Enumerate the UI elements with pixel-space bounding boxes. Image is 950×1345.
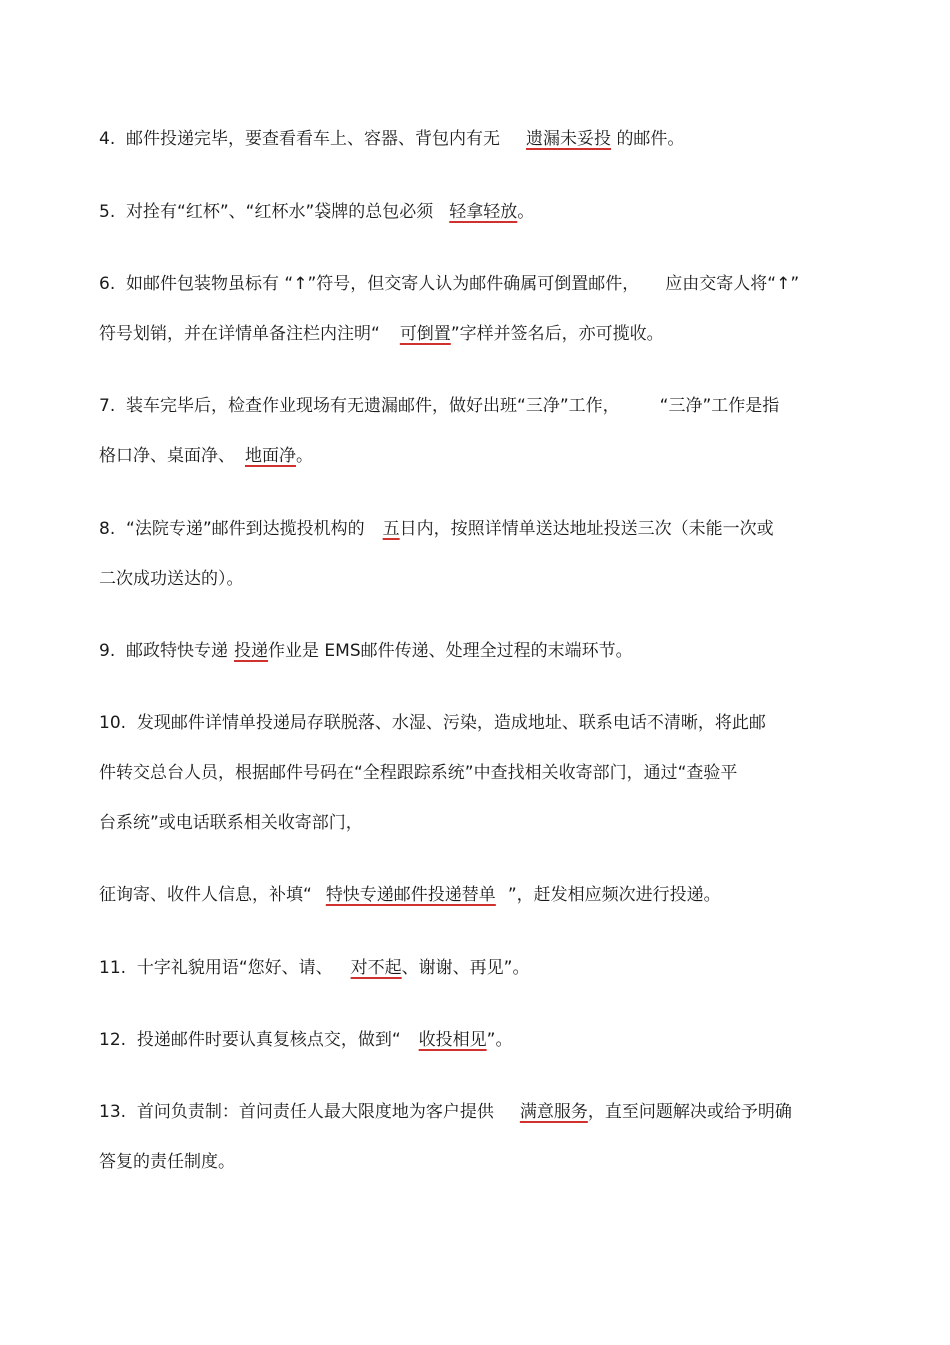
q6-text-2b: ”字样并签名后，亦可揽收。 (450, 324, 664, 344)
q6-text-1a: 6. 如邮件包装物虽标有 “↑”符号，但交寄人认为邮件确属可倒置邮件， (99, 274, 640, 294)
q11-text-a: 11. 十字礼貌用语“您好、请、 (99, 958, 333, 978)
q9-answer: 投递 (234, 641, 269, 661)
q12-text-a: 12. 投递邮件时要认真复核点交，做到“ (99, 1030, 401, 1050)
question-10-line-2 (99, 762, 737, 784)
question-4 (99, 128, 684, 150)
q13-text-1b: ，直至问题解决或给予明确 (587, 1102, 792, 1122)
q7-text-1b: “三净”工作是指 (659, 396, 780, 416)
question-7-line-2 (99, 445, 313, 467)
q6-answer: 可倒置 (399, 324, 451, 344)
q12-text-b: ”。 (486, 1030, 513, 1050)
q5-text-a: 5. 对拴有“红杯”、“红杯水”袋牌的总包必须 (99, 202, 434, 222)
question-10-line-1 (99, 712, 766, 734)
question-13-line-1 (99, 1101, 792, 1123)
q9-text-b: 作业是 EMS邮件传递、处理全过程的末端环节。 (268, 641, 633, 661)
q11-answer: 对不起 (350, 958, 402, 978)
q7-answer: 地面净 (245, 446, 296, 466)
question-10-line-4 (99, 884, 721, 906)
q8-text-1a: 8. “法院专递”邮件到达揽投机构的 (99, 519, 365, 539)
q4-text-a: 4. 邮件投递完毕，要查看看车上、容器、背包内有无 (99, 129, 501, 149)
q9-text-a: 9. 邮政特快专递 (99, 641, 229, 661)
question-7-line-1 (99, 395, 779, 417)
q8-answer: 五 (382, 519, 400, 539)
q10-text-4b: ”，赶发相应频次进行投递。 (507, 885, 721, 905)
question-11 (99, 957, 529, 979)
q10-text-4a: 征询寄、收件人信息，补填“ (99, 885, 312, 905)
question-8-line-1 (99, 518, 774, 540)
question-13-line-2 (99, 1151, 235, 1173)
q8-text-2: 二次成功送达的）。 (99, 569, 244, 589)
q10-answer: 特快专递邮件投递替单 (325, 885, 496, 905)
q7-text-1a: 7. 装车完毕后，检查作业现场有无遗漏邮件，做好出班“三净”工作， (99, 396, 620, 416)
question-12 (99, 1029, 512, 1051)
q6-text-1b: 应由交寄人将“↑” (665, 274, 800, 294)
q11-text-b: 、谢谢、再见”。 (401, 958, 530, 978)
question-6-line-1 (99, 273, 799, 295)
q6-text-2a: 符号划销，并在详情单备注栏内注明“ (99, 324, 380, 344)
q10-text-2: 件转交总台人员，根据邮件号码在“全程跟踪系统”中查找相关收寄部门，通过“查验平 (99, 763, 738, 783)
question-8-line-2 (99, 568, 244, 590)
question-10-line-3 (99, 812, 363, 834)
q13-text-2: 答复的责任制度。 (99, 1152, 235, 1172)
q4-answer: 遗漏未妥投 (526, 129, 612, 149)
q4-text-b: 的邮件。 (616, 129, 685, 149)
question-6-line-2 (99, 323, 664, 345)
q5-text-b: 。 (517, 202, 535, 222)
q12-answer: 收投相见 (418, 1030, 487, 1050)
q5-answer: 轻拿轻放 (449, 202, 518, 222)
q7-text-2b: 。 (296, 446, 313, 466)
q13-text-1a: 13. 首问负责制：首问责任人最大限度地为客户提供 (99, 1102, 494, 1122)
question-5 (99, 201, 534, 223)
q10-text-1: 10. 发现邮件详情单投递局存联脱落、水湿、污染，造成地址、联系电话不清晰，将此邮 (99, 713, 766, 733)
q8-text-1b: 日内，按照详情单送达地址投送三次（未能一次或 (399, 519, 774, 539)
question-9 (99, 640, 633, 662)
q7-text-2a: 格口净、桌面净、 (99, 446, 235, 466)
q10-text-3: 台系统”或电话联系相关收寄部门， (99, 813, 363, 833)
q13-answer: 满意服务 (519, 1102, 588, 1122)
